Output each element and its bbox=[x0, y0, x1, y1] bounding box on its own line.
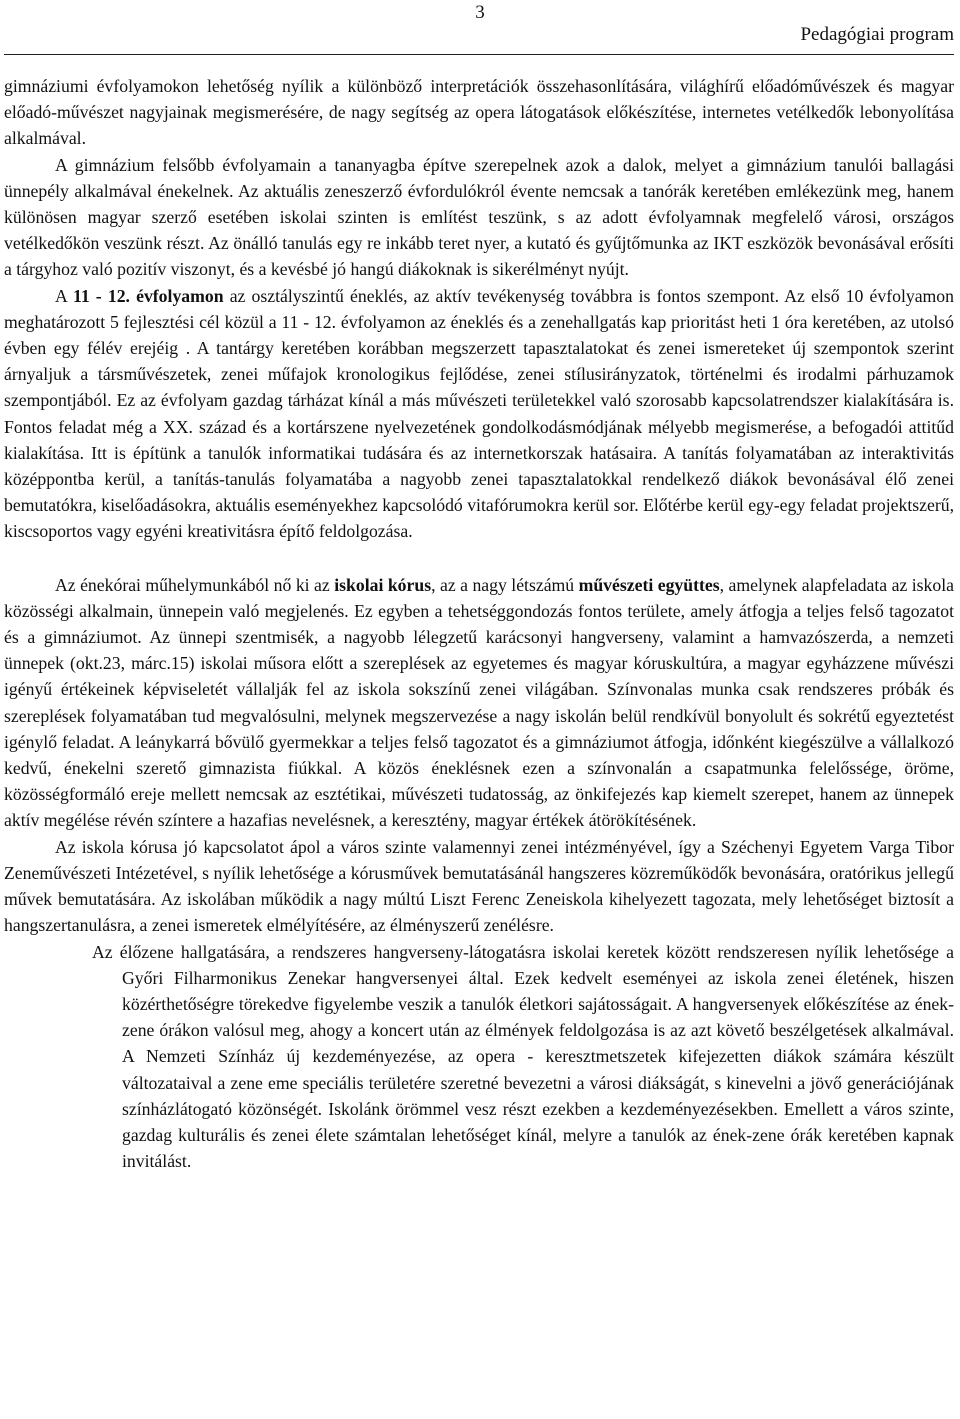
p3-rest: az osztályszintű éneklés, az aktív tevékenység továbbra is fontos szempont. Az első 10 évfolyamon meghatározott 5 fejlesztési cél közül a 11 - 12. évfolyamon az éneklés és a zenehallgatás kap prioritást heti 1 óra keretében, az utolsó évben egy félév erejéig . A tantárgy keretében korábban megszerzett tapasztalatokat és zenei ismereteket új szempontok szerint árnyaljuk a társművészetek, zenei műfajok kronologikus fejlődése, zenei stílusirányzatok, történelmi és irodalmi párhuzamok szempontjából. Ez az évfolyam gazdag tárházat kínál a más művészeti területekkel való szorosabb kapcsolatrendszer kialakítására is. Fontos feladat még a XX. század és a kortárszene nyelvezetének gondolkodásmódjának mélyebb megismerése, a befogadói attitűd kialakítása. Itt is építünk a tanulók informatikai tudására és az internetkorszak hatásaira. A tanítás folyamatában az interaktivitás középpontba kerül, a tanítás-tanulás folyamatába a nagyobb zenei tapasztalatokkal rendelkező diákok bevonásával élő zenei bemutatókra, kiselőadásokra, aktuális eseményekhez kapcsolódó vitafórumokra kerül sor. Előtérbe kerül egy-egy feladat projektszerű, kiscsoportos vagy egyéni kreativitásra építő feldolgozása. bbox=[4, 285, 954, 542]
p4-bold-ensemble: művészeti együttes bbox=[578, 574, 720, 595]
paragraph-4 bbox=[4, 572, 954, 834]
p3-lead: A bbox=[55, 285, 73, 306]
running-header: Pedagógiai program bbox=[800, 24, 954, 45]
paragraph-2: A gimnázium felsőbb évfolyamain a tananyagba építve szerepelnek azok a dalok, melyet a gimnázium tanulói ballagási ünnepély alkalmával énekelnek. Az aktuális zeneszerző évfordulókról évente nemcsak a tanórák keretében emlékezünk meg, hanem különösen magyar szerző esetében iskolai szinten is említést teszünk, s az adott évfolyamnak megfelelő városi, országos vetélkedőkön veszünk részt. Az önálló tanulás egy re inkább teret nyer, a kutató és gyűjtőmunka az IKT eszközök bevonásával erősíti a tárgyhoz való pozitív viszonyt, és a kevésbé jó hangú diákoknak is sikerélményt nyújt. bbox=[4, 154, 954, 280]
paragraph-5: Az iskola kórusa jó kapcsolatot ápol a város szinte valamennyi zenei intézményével, így a Széchenyi Egyetem Varga Tibor Zeneművészeti Intézetével, s nyílik lehetősége a kórusművek bemutatásánál hangszeres közreműködők bevonására, oratórikus jellegű művek bemutatására. Az iskolában működik a nagy múltú Liszt Ferenc Zeneiskola kihelyezett tagozata, mely lehetőséget biztosít a hangszertanulásra, a zenei ismeretek elmélyítésére, az élményszerű zenélésre. bbox=[4, 836, 954, 936]
p4-lead: Az énekórai műhelymunkából nő ki az bbox=[55, 574, 335, 595]
p4-mid: , az a nagy létszámú bbox=[431, 574, 579, 595]
paragraph-6: Az élőzene hallgatására, a rendszeres hangverseny-látogatásra iskolai keretek között rendszeresen nyílik lehetősége a Győri Filharmonikus Zenekar hangversenyei által. Ezek kedvelt eseményei az iskola zenei életének, hiszen közérthetőségre törekedve figyelembe veszik a tanulók életkori sajátosságait. A hangversenyek előkészítése az ének-zene órákon valósul meg, ahogy a koncert után az élmények feldolgozása is az azt követő beszélgetések alkalmával. A Nemzeti Színház új kezdeményezése, az opera - keresztmetszetek kifejezetten diákok számára készült változataival a zene eme speciális területére szeretné bevezetni a városi diákságát, s kinevelni a jövő generációjának színházlátogató közönségét. Iskolánk örömmel vesz részt ezekben a kezdeményezésekben. Emellett a város szinte, gazdag kulturális és zenei élete számtalan lehetőséget kínál, melyre a tanulók az ének-zene órák keretében kapnak invitálást. bbox=[92, 941, 954, 1172]
paragraph-3 bbox=[4, 283, 954, 545]
document-body bbox=[4, 73, 954, 1174]
header-rule bbox=[4, 54, 954, 55]
p4-rest: , amelynek alapfeladata az iskola közösségi alkalmain, ünnepein való megjelenés. Ez egyben a tehetséggondozás fontos területe, amely átfogja a teljes felső tagozatot és a gimnáziumot. Az ünnepi szentmisék, a nagyobb lélegzetű karácsonyi hangverseny, valamint a hamvazószerda, a nemzeti ünnepek (okt.23, márc.15) iskolai műsora előtt a szereplések az egyetemes és magyar kóruskultúra, a magyar egyházzene művészi igényű értékeinek képviseletét vállalják fel az iskola sokszínű zenei világában. Színvonalas munka csak rendszeres próbák és szereplések folyamatában tud megvalósulni, melynek megszervezése a nagy iskolán belül rendkívül bonyolult és sokrétű egyeztetést igénylő feladat. A leánykarrá bővülő gyermekkar a teljes felső tagozatot és a gimnáziumot átfogja, időnként kiegészülve a vállalkozó kedvű, énekelni szerető gimnazista fiúkkal. A közös éneklésnek ezen a színvonalán a csapatmunka felelőssége, öröme, közösségformáló ereje mellett nemcsak az esztétikai, művészeti tudatosság, az önkifejezés kap kiemelt szerepet, hanem az ünnepek aktív megélése révén színtere a hazafias nevelésnek, a keresztény, magyar értékek átörökítésének. bbox=[4, 574, 955, 831]
p4-bold-choir: iskolai kórus bbox=[334, 574, 432, 595]
paragraph-spacer bbox=[4, 545, 954, 572]
page-number: 3 bbox=[475, 2, 485, 23]
paragraph-1: gimnáziumi évfolyamokon lehetőség nyílik a különböző interpretációk összehasonlítására, világhírű előadóművészek és magyar előadó-művészet nagyjainak megismerésére, de nagy segítség az opera látogatások előkészítése, internetes vetélkedők lebonyolítása alkalmával. bbox=[4, 76, 954, 149]
p3-bold: 11 - 12. évfolyamon bbox=[72, 285, 224, 306]
